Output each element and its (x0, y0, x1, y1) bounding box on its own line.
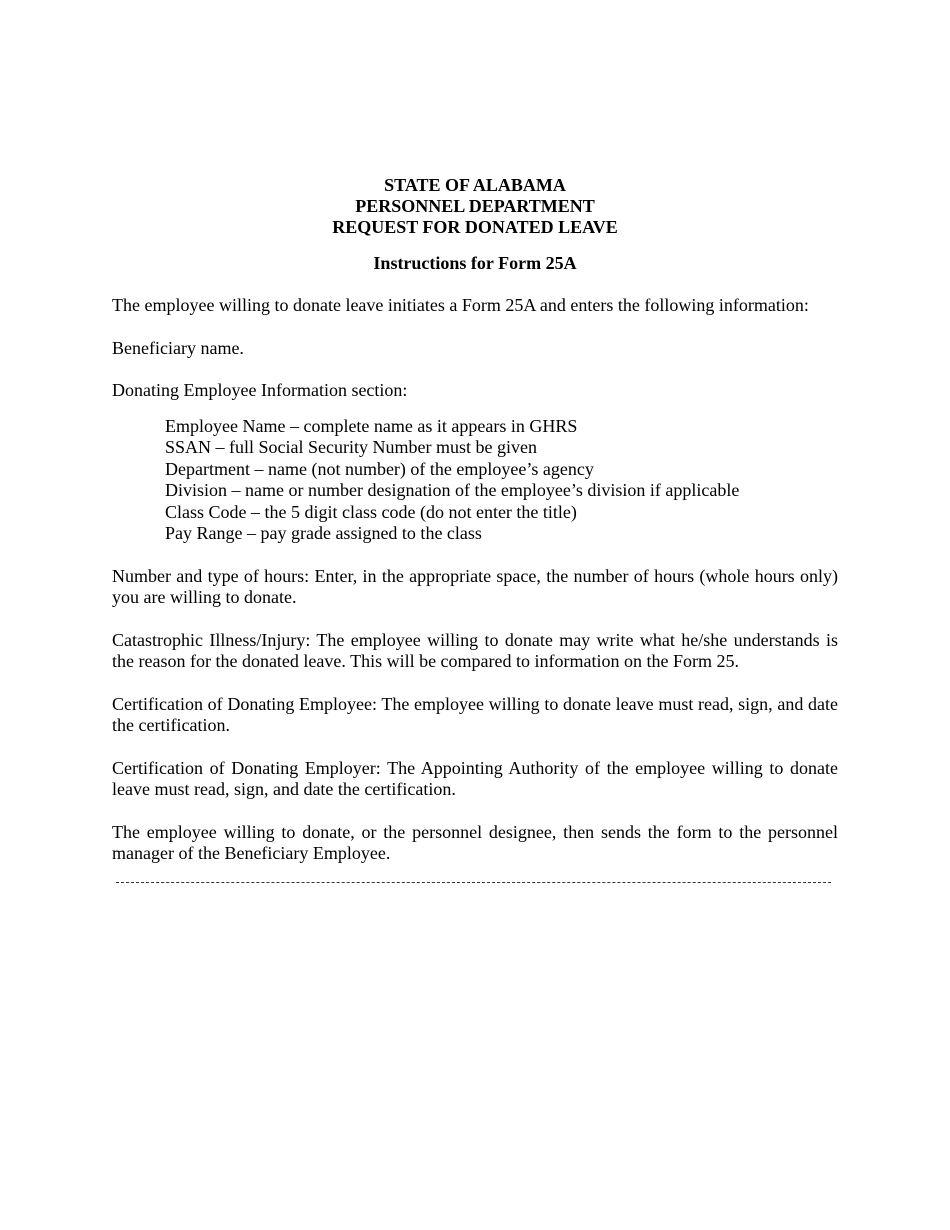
list-item: Class Code – the 5 digit class code (do not enter the title) (165, 501, 577, 522)
list-item: Department – name (not number) of the employee’s agency (165, 458, 594, 479)
list-item: Division – name or number designation of the employee’s division if applicable (165, 480, 740, 500)
list-item: Pay Range – pay grade assigned to the class (165, 523, 482, 543)
closing-paragraph: The employee willing to donate, or the personnel designee, then sends the form to the personnel manager of the Beneficiary Employee. (112, 821, 838, 863)
catastrophic-paragraph: Catastrophic Illness/Injury: The employee willing to donate may write what he/she understands is the reason for the donated leave. This will be compared to information on the Form 25. (112, 629, 838, 671)
header-state: STATE OF ALABAMA (384, 175, 566, 195)
donating-section-title: Donating Employee Information section: (112, 380, 408, 400)
intro-paragraph: The employee willing to donate leave initiates a Form 25A and enters the following information: (112, 295, 809, 315)
header-form-title: REQUEST FOR DONATED LEAVE (332, 217, 618, 237)
document-header (112, 175, 838, 238)
cert-employee-paragraph: Certification of Donating Employee: The employee willing to donate leave must read, sign, and date the certification. (112, 693, 838, 735)
document-page (112, 175, 838, 883)
dashed-separator (116, 882, 831, 883)
hours-paragraph: Number and type of hours: Enter, in the appropriate space, the number of hours (whole hours only) you are willing to donate. (112, 565, 838, 607)
donating-fields-list (165, 416, 838, 545)
header-department: PERSONNEL DEPARTMENT (355, 196, 595, 216)
list-item: Employee Name – complete name as it appears in GHRS (165, 415, 578, 436)
cert-employer-paragraph: Certification of Donating Employer: The Appointing Authority of the employee willing to donate leave must read, sign, and date the certification. (112, 757, 838, 799)
list-item: SSAN – full Social Security Number must be given (165, 437, 537, 457)
beneficiary-paragraph: Beneficiary name. (112, 337, 244, 358)
instructions-title: Instructions for Form 25A (373, 253, 577, 273)
